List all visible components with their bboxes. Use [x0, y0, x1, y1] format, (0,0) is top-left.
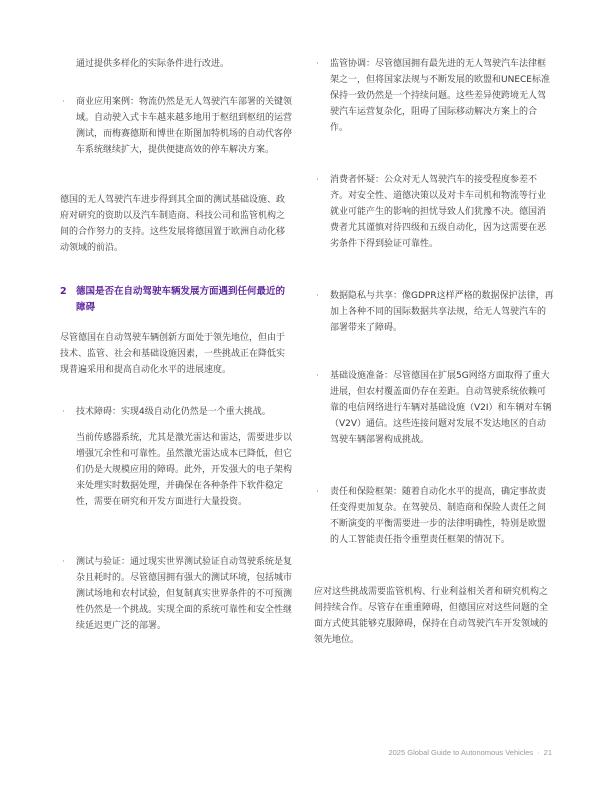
- footer-title: 2025 Global Guide to Autonomous Vehicles: [388, 748, 534, 757]
- bullet-infrastructure: [314, 368, 554, 448]
- intro-paragraph: 通过提供多样化的实际条件进行改进。: [76, 59, 230, 69]
- bullet-regulatory-text: 监管协调：尽管德国拥有最先进的无人驾驶汽车法律框架之一，但将国家法规与不断发展的欧盟和UNECE标准保持一致仍然是一个持续问题。这些差异使跨境无人驾驶汽车运营复杂化，阻碍了国际移动解决方案上的合作。: [330, 59, 550, 133]
- section-title: 德国是否在自动驾驶车辆发展方面遇到任何最近的障碍: [76, 286, 286, 313]
- bullet-tech-text: 技术障碍：实现4级自动化仍然是一个重大挑战。: [76, 407, 271, 417]
- bullet-marker: ·: [316, 371, 319, 381]
- bullet-marker: ·: [316, 59, 319, 69]
- bullet-liability: [314, 484, 554, 548]
- addressing-paragraph: 应对这些挑战需要监管机构、行业利益相关者和研究机构之间持续合作。尽管存在重重障碍，但德国应对这些问题的全面方式使其能够克服障碍，保持在自动驾驶汽车开发领域的领先地位。: [314, 587, 549, 645]
- section-number: 2: [60, 286, 67, 297]
- bullet-marker: ·: [62, 407, 65, 417]
- bullet-consumer-text: 消费者怀疑：公众对无人驾驶汽车的接受程度参差不齐。对安全性、道德决策以及对卡车司机和物流等行业就业可能产生的影响的担忧导致人们犹豫不决。德国消费者尤其谨慎对待四级和五级自动化，因为这需要在恶劣条件下得到验证可靠性。: [330, 175, 547, 249]
- progress-paragraph: 德国的无人驾驶汽车进步得到其全面的测试基础设施、政府对研究的资助以及汽车制造商、科技公司和监管机构之间的合作努力的支持。这些发展将德国置于欧洲自动化移动领域的前沿。: [60, 195, 286, 253]
- bullet-commercial-text: 商业应用案例：物流仍然是无人驾驶汽车部署的关键领域。自动驶入式卡车越来越多地用于枢纽到枢纽的运营测试，而梅赛德斯和博世在斯图加特机场的自动代客停车系统继续扩大，提供便捷高效的停车解决方案。: [76, 97, 293, 155]
- bullet-marker: ·: [316, 291, 319, 301]
- bullet-marker: ·: [62, 557, 65, 567]
- page-number: 21: [543, 748, 552, 757]
- despite-paragraph: 尽管德国在自动驾驶车辆创新方面处于领先地位，但由于技术、监管、社会和基础设施因素，一些挑战正在降低实现普遍采用和提高自动化水平的进展速度。: [60, 333, 286, 375]
- right-column: [314, 56, 554, 648]
- bullet-testing-text: 测试与验证：通过现实世界测试验证自动驾驶系统是复杂且耗时的。尽管德国拥有强大的测试环境，包括城市测试场地和农村试验，但复制真实世界条件的不可预测性仍然是一个挑战。实现全面的系统可靠性和安全性继续延迟更广泛的部署。: [76, 557, 293, 631]
- left-column: [60, 56, 292, 634]
- sensors-paragraph: 当前传感器系统，尤其是激光雷达和雷达，需要进步以增强冗余性和可靠性。虽然激光雷达成本已降低，但它们仍是大规模应用的障碍。此外，开发强大的电子架构来处理实时数据处理，并确保在各种条件下软件稳定性，需要在研究和开发方面进行大量投资。: [76, 433, 293, 507]
- bullet-privacy: [314, 288, 554, 336]
- bullet-marker: ·: [62, 97, 65, 107]
- bullet-privacy-text: 数据隐私与共享：像GDPR这样严格的数据保护法律，再加上各种不同的国际数据共享法规，给无人驾驶汽车的部署带来了障碍。: [330, 291, 554, 333]
- bullet-marker: ·: [316, 175, 319, 185]
- bullet-commercial: [60, 94, 292, 158]
- section-heading: [60, 284, 292, 316]
- bullet-consumer: [314, 172, 554, 252]
- bullet-testing: [60, 554, 292, 634]
- bullet-marker: ·: [316, 487, 319, 497]
- bullet-tech: [60, 404, 292, 420]
- bullet-liability-text: 责任和保险框架：随着自动化水平的提高，确定事故责任变得更加复杂。在驾驶员、制造商和保险人责任之间不断演变的平衡需要进一步的法律明确性，特别是欧盟的人工智能责任指令重塑责任框架的情况下。: [330, 487, 547, 545]
- bullet-regulatory: [314, 56, 554, 136]
- page-footer: [388, 748, 552, 757]
- bullet-infrastructure-text: 基础设施准备：尽管德国在扩展5G网络方面取得了重大进展，但农村覆盖面仍存在差距。自动驾驶系统依赖可靠的电信网络进行车辆对基础设施（V2I）和车辆对车辆（V2V）通信。这些连接问题对发展不发达地区的自动驾驶车辆部署构成挑战。: [330, 371, 552, 445]
- footer-separator: ·: [537, 748, 540, 757]
